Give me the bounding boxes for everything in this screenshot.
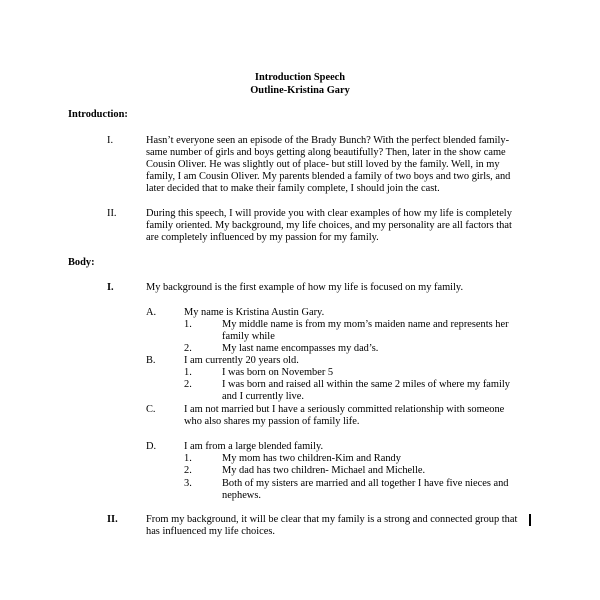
intro-ii-line-2: family oriented. My background, my life choices, and my personality are all factors that bbox=[146, 220, 512, 231]
body-i-a-2-line-1: My last name encompasses my dad’s. bbox=[222, 343, 379, 354]
body-i-b-text: I am currently 20 years old. bbox=[184, 355, 299, 366]
intro-i-line-3: Cousin Oliver. He was slightly out of place- but still loved by the family. Well, in my bbox=[146, 159, 500, 170]
body-i-d-text: I am from a large blended family. bbox=[184, 441, 324, 452]
intro-ii-line-1: During this speech, I will provide you with clear examples of how my life is completely bbox=[146, 208, 512, 219]
intro-ii-line-3: are completely influenced by my passion for my family. bbox=[146, 232, 379, 243]
body-i-b-2-line-1: I was born and raised all within the same 2 miles of where my family bbox=[222, 379, 510, 390]
intro-numeral-ii: II. bbox=[107, 208, 117, 219]
title-line-1: Introduction Speech bbox=[254, 72, 346, 83]
introduction-heading: Introduction: bbox=[68, 109, 128, 120]
body-heading: Body: bbox=[68, 257, 95, 268]
body-i-c-line-1: I am not married but I have a seriously committed relationship with someone bbox=[184, 404, 505, 415]
text-cursor bbox=[529, 514, 531, 526]
body-i-a-text: My name is Kristina Austin Gary. bbox=[184, 307, 325, 318]
body-i-b-2-line-2: and I currently live. bbox=[222, 391, 304, 402]
body-ii-line-1: From my background, it will be clear that my family is a strong and connected group that bbox=[146, 514, 518, 525]
body-i-a-1-num: 1. bbox=[184, 319, 192, 330]
body-i-c-letter: C. bbox=[146, 404, 156, 415]
intro-i-line-5: later decided that to make their family complete, I should join the cast. bbox=[146, 183, 440, 194]
body-i-a-1-line-1: My middle name is from my mom’s maiden name and represents her bbox=[222, 319, 509, 330]
body-i-a-1-line-2: family while bbox=[222, 331, 275, 342]
intro-i-line-1: Hasn’t everyone seen an episode of the Brady Bunch? With the perfect blended family- bbox=[146, 135, 510, 146]
body-i-b-1-line-1: I was born on November 5 bbox=[222, 367, 334, 378]
body-ii-line-2: has influenced my life choices. bbox=[146, 526, 275, 537]
body-i-d-1-num: 1. bbox=[184, 453, 192, 464]
body-i-d-2-num: 2. bbox=[184, 465, 192, 476]
body-i-d-2-line-1: My dad has two children- Michael and Michelle. bbox=[222, 465, 426, 476]
body-i-text: My background is the first example of how my life is focused on my family. bbox=[146, 282, 464, 293]
body-numeral-i: I. bbox=[107, 282, 114, 293]
title-line-2: Outline-Kristina Gary bbox=[250, 85, 350, 96]
intro-numeral-i: I. bbox=[107, 135, 114, 146]
body-i-d-3-num: 3. bbox=[184, 478, 192, 489]
intro-i-line-2: same number of girls and boys getting along beautifully? Then, later in the show came bbox=[146, 147, 506, 158]
body-i-a-2-num: 2. bbox=[184, 343, 192, 354]
body-i-d-letter: D. bbox=[146, 441, 157, 452]
intro-i-line-4: family, I am Cousin Oliver. My parents blended a family of two boys and two girls, and bbox=[146, 171, 511, 182]
body-i-d-3-line-2: nephews. bbox=[222, 490, 261, 501]
body-i-b-2-num: 2. bbox=[184, 379, 192, 390]
body-i-c-line-2: who also shares my passion of family life. bbox=[184, 416, 360, 427]
body-i-d-1-line-1: My mom has two children-Kim and Randy bbox=[222, 453, 401, 464]
body-i-a-letter: A. bbox=[146, 307, 157, 318]
body-i-b-letter: B. bbox=[146, 355, 156, 366]
body-i-d-3-line-1: Both of my sisters are married and all together I have five nieces and bbox=[222, 478, 509, 489]
body-numeral-ii: II. bbox=[107, 514, 118, 525]
body-i-b-1-num: 1. bbox=[184, 367, 192, 378]
